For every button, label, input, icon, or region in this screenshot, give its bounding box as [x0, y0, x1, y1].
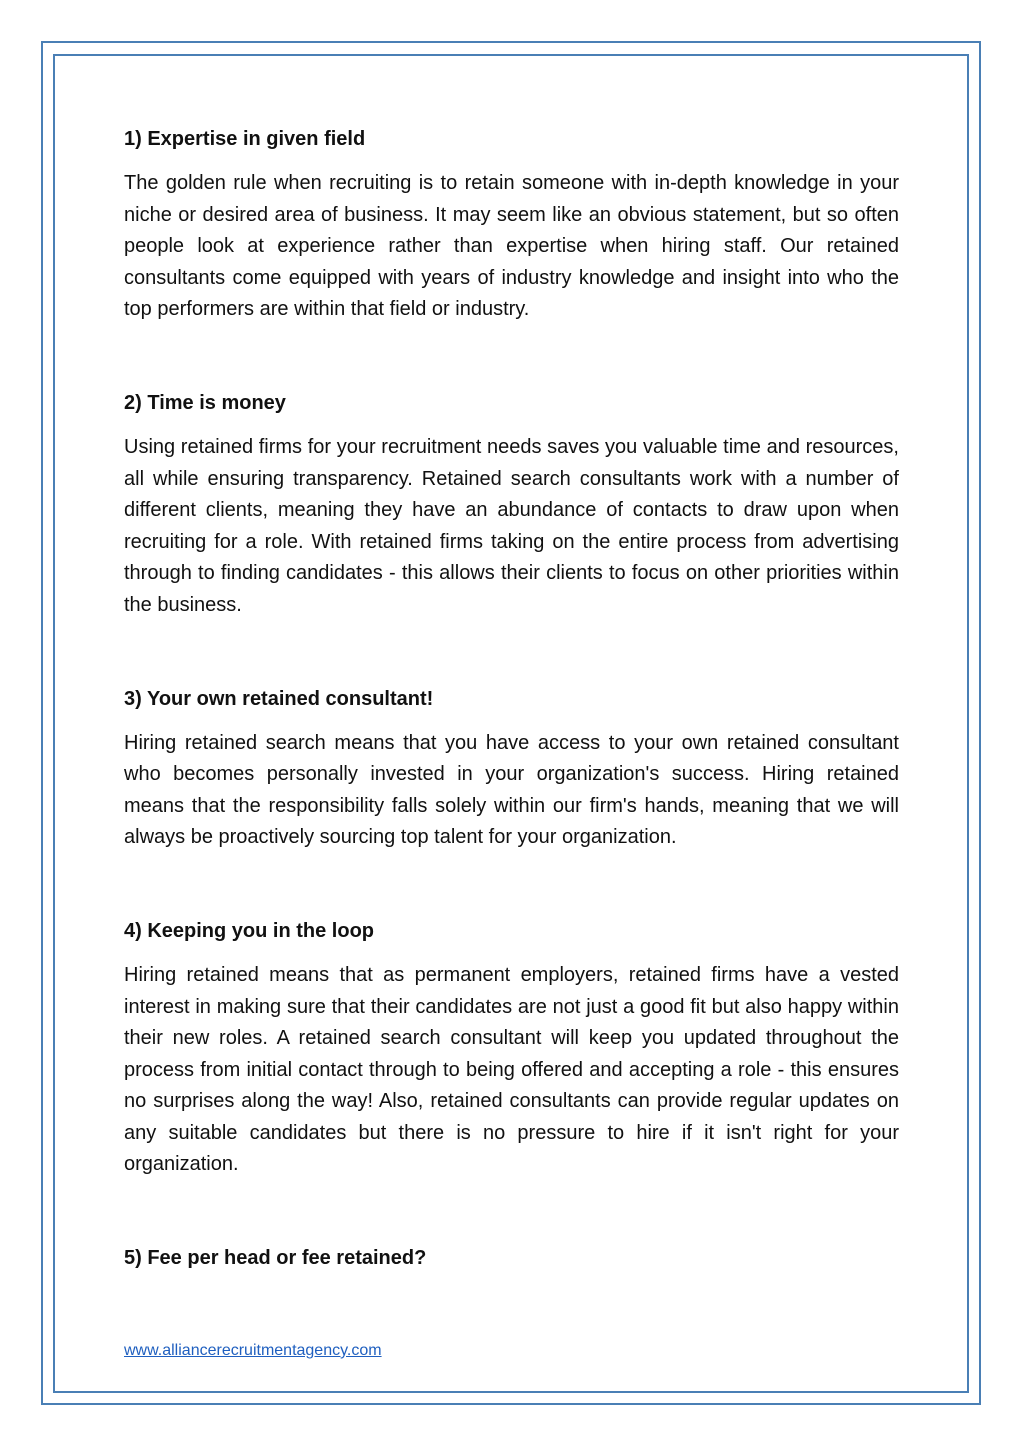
section-fee — [124, 1243, 899, 1273]
section-heading: 3) Your own retained consultant! — [124, 687, 434, 710]
section-own-consultant — [124, 684, 899, 854]
section-spacer — [124, 854, 899, 916]
section-paragraph: Using retained firms for your recruitment needs saves you valuable time and resources, all while ensuring transparency. Retained search consultants work with a number of different clients, meaning they have an abundance of contacts to draw upon when recruiting for a role. With retained firms taking on the entire process from advertising through to finding candidates - this allows their clients to focus on other priorities within the business. — [124, 435, 899, 616]
section-expertise — [124, 124, 899, 326]
section-paragraph: The golden rule when recruiting is to retain someone with in-depth knowledge in your niche or desired area of business. It may seem like an obvious statement, but so often people look at experience rather than expertise when hiring staff. Our retained consultants come equipped with years of industry knowledge and insight into who the top performers are within that field or industry. — [124, 172, 899, 321]
section-paragraph: Hiring retained search means that you have access to your own retained consultant who becomes personally invested in your organization's success. Hiring retained means that the responsibility falls solely within our firm's hands, meaning that we will always be proactively sourcing top talent for your organization. — [124, 731, 899, 849]
section-spacer — [124, 622, 899, 684]
section-time-is-money — [124, 388, 899, 622]
section-spacer — [124, 326, 899, 388]
document-content — [124, 124, 899, 1287]
section-keeping-in-loop — [124, 916, 899, 1181]
section-heading: 5) Fee per head or fee retained? — [124, 1247, 427, 1270]
footer-website-link[interactable]: www.alliancerecruitmentagency.com — [124, 1342, 382, 1359]
section-heading: 2) Time is money — [124, 391, 286, 414]
section-paragraph: Hiring retained means that as permanent employers, retained firms have a vested interest in making sure that their candidates are not just a good fit but also happy within their new roles. A retained search consultant will keep you updated throughout the process from initial contact through to being offered and accepting a role - this ensures no surprises along the way! Also, retained consultants can provide regular updates on any suitable candidates but there is no pressure to hire if it isn't right for your organization. — [124, 963, 899, 1176]
section-heading: 4) Keeping you in the loop — [124, 919, 374, 942]
section-heading: 1) Expertise in given field — [124, 128, 366, 150]
section-spacer — [124, 1181, 899, 1243]
